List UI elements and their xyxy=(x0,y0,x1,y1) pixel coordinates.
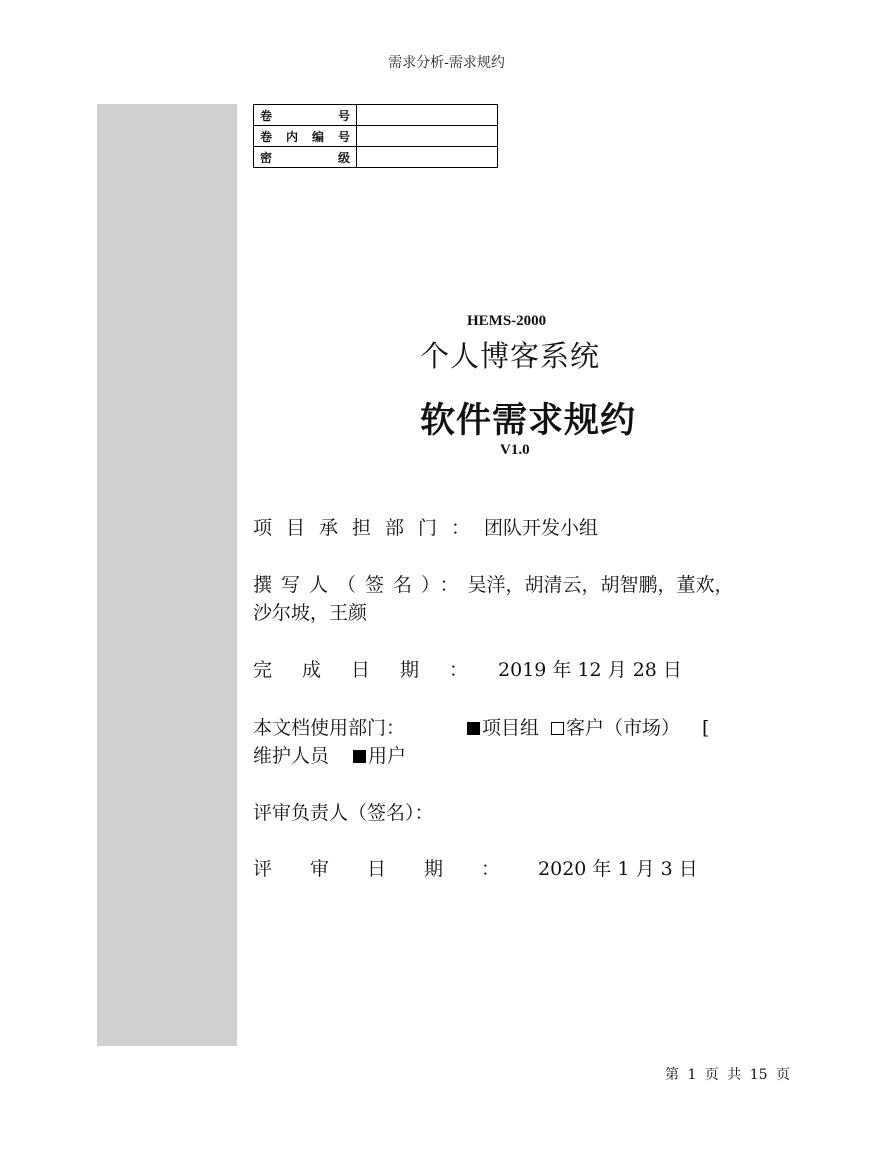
meta-value-security xyxy=(357,147,498,168)
author-value-cont: 沙尔坡，王颜 xyxy=(253,602,368,624)
document-title: 软件需求规约 xyxy=(420,400,637,441)
table-row xyxy=(254,126,498,147)
meta-value-internal-number xyxy=(357,126,498,147)
meta-value-volume xyxy=(357,105,498,126)
document-version: V1.0 xyxy=(500,442,530,458)
checkbox-project-team[interactable] xyxy=(467,722,480,735)
usage-label: 本文档使用部门： xyxy=(253,717,406,739)
page-number: 第 1 页 共 15 页 xyxy=(665,1067,790,1083)
meta-label-volume: 卷号 xyxy=(254,105,357,126)
completion-line xyxy=(253,656,763,684)
author-label: 撰写人（签名）： xyxy=(253,574,468,596)
completion-value: 2019 年 12 月 28 日 xyxy=(498,659,682,681)
author-block xyxy=(253,571,763,627)
cover-side-band xyxy=(97,104,237,1046)
review-date-value: 2020 年 1 月 3 日 xyxy=(538,858,698,880)
option-bracket: [ xyxy=(702,717,710,739)
dept-label: 项目承担部门： xyxy=(253,517,485,539)
project-code: HEMS-2000 xyxy=(467,313,547,329)
review-date-label: 评审日期： xyxy=(253,858,539,880)
meta-label-internal-number: 卷内编号 xyxy=(254,126,357,147)
checkbox-user[interactable] xyxy=(353,750,366,763)
running-header: 需求分析-需求规约 xyxy=(388,55,505,71)
option-user: 用户 xyxy=(368,745,407,767)
archive-meta-table xyxy=(253,104,498,168)
reviewer-line xyxy=(253,799,763,827)
option-customer: 客户（市场） xyxy=(566,717,681,739)
table-row xyxy=(254,105,498,126)
meta-label-security: 密级 xyxy=(254,147,357,168)
dept-value: 团队开发小组 xyxy=(484,517,599,539)
usage-block xyxy=(253,714,763,770)
checkbox-customer[interactable] xyxy=(551,722,564,735)
table-row xyxy=(254,147,498,168)
option-maintenance: 维护人员 xyxy=(253,745,330,767)
option-project-team: 项目组 xyxy=(482,717,540,739)
reviewer-label: 评审负责人（签名）： xyxy=(253,802,434,824)
completion-label: 完成日期： xyxy=(253,659,499,681)
author-value: 吴洋，胡清云，胡智鹏，董欢， xyxy=(467,574,734,596)
dept-line xyxy=(253,514,763,542)
review-date-line xyxy=(253,855,763,883)
system-name: 个人博客系统 xyxy=(420,339,601,373)
